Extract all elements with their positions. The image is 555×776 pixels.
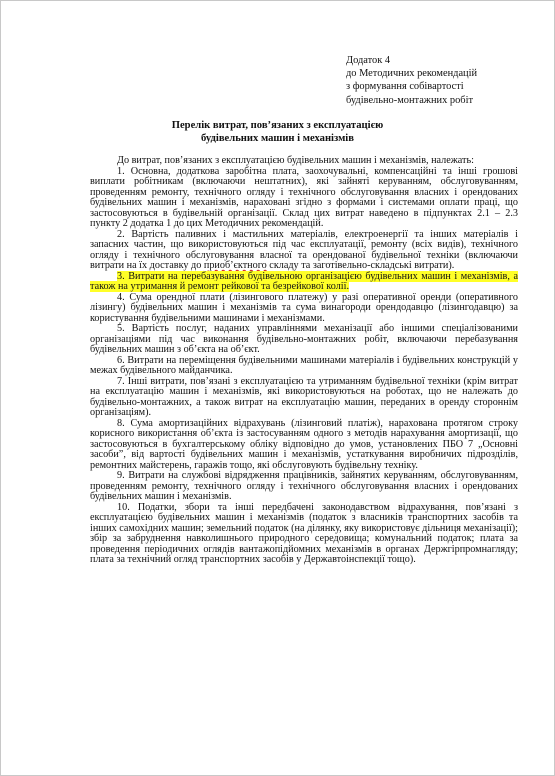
paragraph-2-text-b: складу та заготівельно-складські витрати).: [266, 260, 455, 271]
document-title: [1, 119, 554, 145]
paragraph-10: 10. Податки, збори та інші передбачені законодавством відрахування, пов’язані з експлуатацією будівельних машин і механізмів (податок з власників транспортних засобів та інших самохідних машин; земельний податок (на ділянку, яку використовує дільниця механізації); збір за забруднення навколишнього природного середовища; комунальний податок; плата за проведення періодичних оглядів вантажопідйомних механізмів в органах Держгірпромнагляду; плата за технічний огляд транспортних засобів у Державтоінспекції тощо).: [90, 501, 518, 565]
appendix-line: Додаток 4: [346, 55, 391, 66]
paragraph-5: 5. Вартість послуг, наданих управліннями механізації або іншими спеціалізованими організаціями під час виконання будівельно-монтажних робіт, включаючи перебазування будівельних машин з об’єкта на об’єкт.: [90, 323, 518, 355]
paragraph-7: 7. Інші витрати, пов’язані з експлуатацією та утриманням будівельної техніки (крім витрат на експлуатацію машин і механізмів, які використовуються на роботах, що не належать до будівельно-монтажних, а також витрат на експлуатацію машин, переданих в оренду стороннім організаціям).: [90, 375, 518, 418]
title-line-2: будівельних машин і механізмів: [201, 133, 354, 144]
paragraph-2: [90, 230, 518, 272]
document-body: [90, 156, 518, 566]
highlighted-text: 3. Витрати на перебазування будівельною організацією будівельних машин і механізмів, а також на утримання й ремонт рейкової та безрейкової колії.: [90, 270, 518, 292]
appendix-header: [346, 54, 477, 107]
paragraph-8: 8. Сума амортизаційних відрахувань (лізинговий платіж), нарахована протягом строку корисного використання об’єкта із застосуванням одного з методів нарахування амортизації, що застосовуються в бухгалтерському обліку відповідно до умов, установлених ПБО 7 „Основні засоби”, від вартості будівельних машин і механізмів, устаткування виробничих підрозділів, ремонтних майстерень, гаражів тощо, які обслуговують будівельну техніку.: [90, 417, 518, 471]
appendix-line: до Методичних рекомендацій: [346, 68, 478, 80]
appendix-line: будівельно-монтажних робіт: [346, 94, 474, 106]
title-line-1: Перелік витрат, пов’язаних з експлуатацією: [171, 120, 384, 131]
appendix-line: з формування собівартості: [346, 81, 464, 93]
paragraph-2-text-a: 2. Вартість паливних і мастильних матеріалів, електроенергії та інших матеріалів і запасних частин, що використовуються під час експлуатації, ремонту (всіх видів), технічного огляду і технічного обслуговування власної та орендованої будівельної техніки (включаючи витрати на їх доставку до: [90, 228, 518, 271]
paragraph-3: [90, 272, 518, 293]
paragraph-1: 1. Основна, додаткова заробітна плата, заохочувальні, компенсаційні та інші грошові виплати робітникам (включаючи нештатних), які зайняті керуванням, обслуговуванням, проведенням ремонту, технічного огляду і технічного обслуговування власних і орендованих будівельних машин і механізмів, нараховані згідно з формами і системами оплати праці, що застосовуються в будівельній організації. Склад цих витрат наведено в підпунктах 2.1 – 2.3 пункту 2 додатка 1 до цих Методичних рекомендацій.: [90, 165, 518, 229]
paragraph-6: 6. Витрати на переміщення будівельними машинами матеріалів і будівельних конструкцій у межах будівельного майданчика.: [90, 354, 518, 376]
paragraph-4: 4. Сума орендної плати (лізингового платежу) у разі оперативної оренди (оперативного лізингу) будівельних машин і механізмів та сума винагороди орендодавцю (лізингодавцю) за користування будівельними машинами і механізмами.: [90, 291, 518, 324]
spellcheck-flagged-word: приоб’єктного: [203, 260, 267, 271]
paragraph-9: 9. Витрати на службові відрядження працівників, зайнятих керуванням, обслуговуванням, проведенням ремонту, технічного огляду і технічного обслуговування власних і орендованих будівельних машин і механізмів.: [90, 470, 518, 502]
intro-paragraph: До витрат, пов’язаних з експлуатацією будівельних машин і механізмів, належать:: [117, 155, 474, 166]
